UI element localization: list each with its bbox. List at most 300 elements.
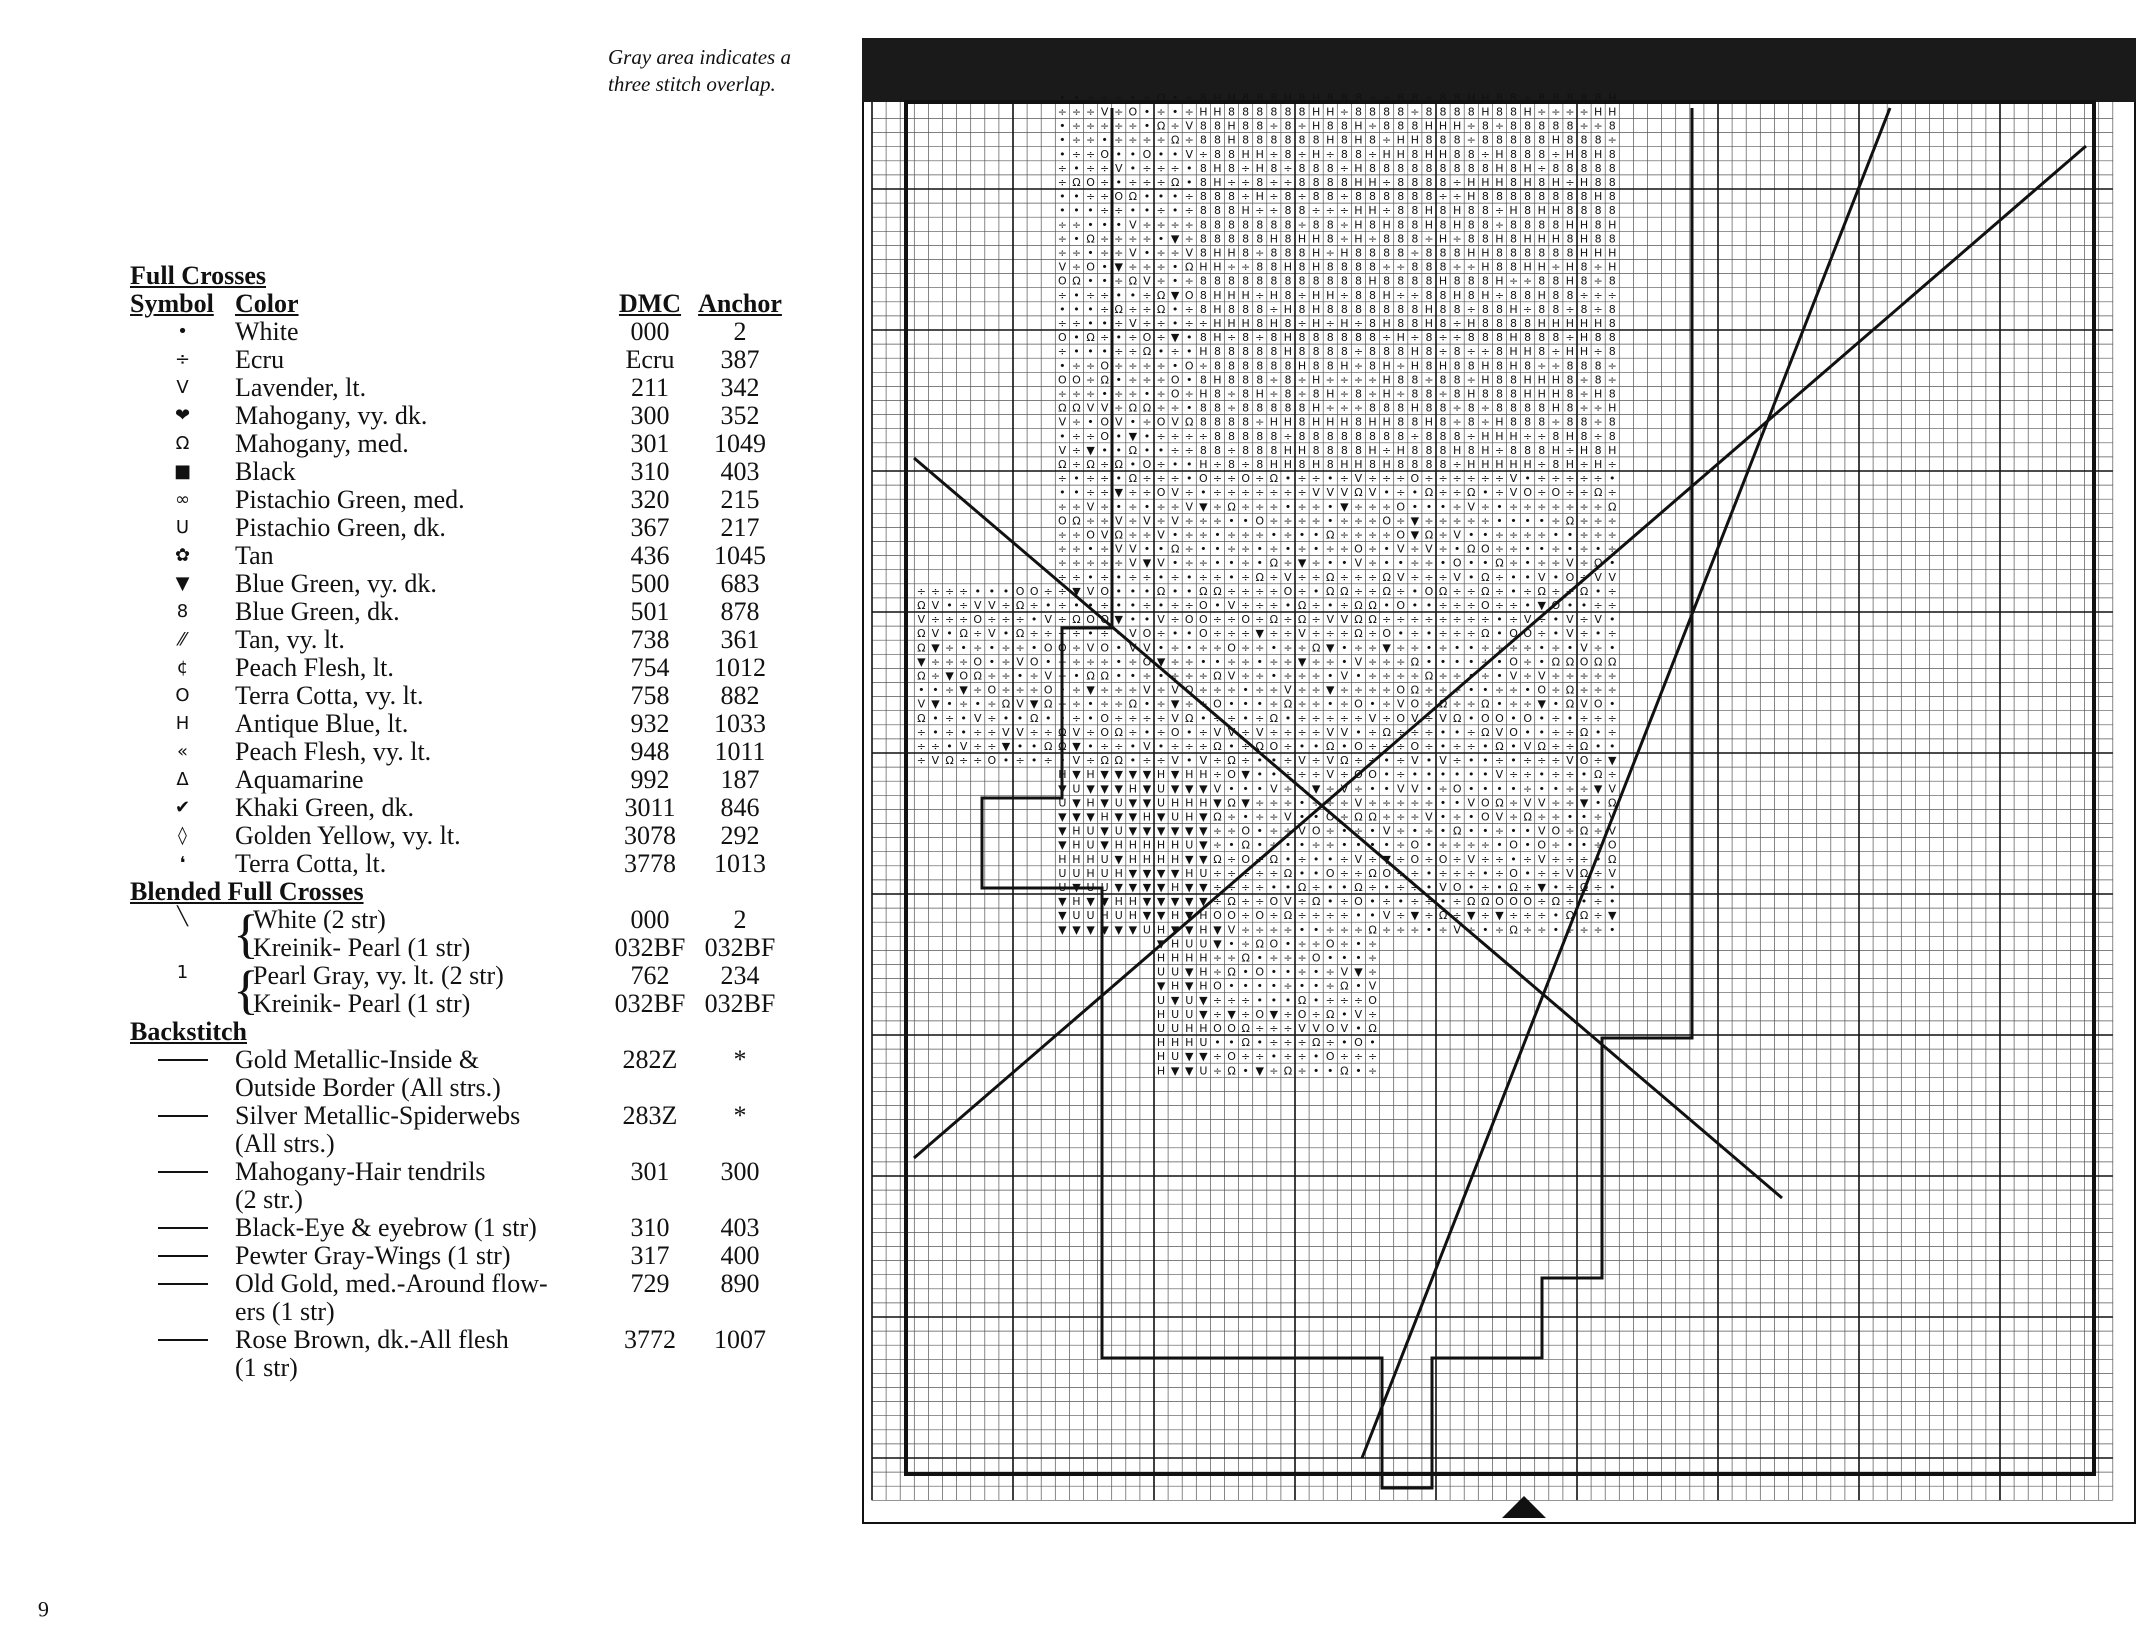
stitch-symbol: 8 <box>1581 162 1588 175</box>
stitch-symbol: ÷ <box>1467 373 1476 386</box>
stitch-symbol: 8 <box>1355 106 1362 119</box>
stitch-symbol: ÷ <box>1481 839 1490 852</box>
stitch-symbol: 8 <box>1524 331 1531 344</box>
stitch-symbol: ÷ <box>1523 430 1532 443</box>
stitch-symbol: H <box>1256 162 1264 175</box>
stitch-symbol: 8 <box>1341 275 1348 288</box>
stitch-symbol: ÷ <box>1269 952 1278 965</box>
stitch-symbol: ÷ <box>1551 768 1560 781</box>
stitch-symbol: ▼ <box>1199 839 1208 852</box>
color-key-legend <box>130 262 800 1382</box>
stitch-symbol: 8 <box>1214 134 1221 147</box>
stitch-symbol: ÷ <box>1269 543 1278 556</box>
stitch-symbol: 8 <box>1228 416 1235 429</box>
stitch-symbol: ÷ <box>1453 698 1462 711</box>
stitch-symbol: O <box>1354 543 1363 556</box>
stitch-symbol: 8 <box>1496 331 1503 344</box>
stitch-symbol: O <box>1354 895 1363 908</box>
stitch-symbol: ÷ <box>1269 585 1278 598</box>
stitch-symbol: 8 <box>1566 134 1573 147</box>
stitch-symbol: ÷ <box>1156 247 1165 260</box>
stitch-symbol: • <box>1468 655 1475 668</box>
stitch-symbol: ÷ <box>987 726 996 739</box>
stitch-symbol: ÷ <box>1608 726 1617 739</box>
stitch-symbol: O <box>1227 641 1236 654</box>
stitch-symbol: • <box>1398 627 1405 640</box>
stitch-symbol: 8 <box>1496 359 1503 372</box>
anchor-number: 1011 <box>695 738 785 766</box>
stitch-symbol: O <box>1058 514 1067 527</box>
stitch-symbol: ÷ <box>1453 754 1462 767</box>
stitch-symbol: ÷ <box>1551 345 1560 358</box>
stitch-symbol: ÷ <box>931 585 940 598</box>
stitch-symbol: ÷ <box>1241 486 1250 499</box>
stitch-symbol: ÷ <box>1368 500 1377 513</box>
stitch-symbol: V <box>1101 529 1109 542</box>
stitch-symbol: H <box>1552 444 1560 457</box>
stitch-symbol: H <box>1425 218 1433 231</box>
stitch-symbol: ÷ <box>1227 261 1236 274</box>
stitch-symbol: H <box>1397 444 1405 457</box>
color-name: Black-Eye & eyebrow (1 str) <box>235 1214 605 1242</box>
stitch-symbol: Ω <box>1368 867 1376 880</box>
stitch-symbol: 8 <box>1552 458 1559 471</box>
stitch-symbol: ▼ <box>1199 895 1208 908</box>
stitch-symbol: 8 <box>1581 190 1588 203</box>
stitch-symbol: Ω <box>1143 402 1151 415</box>
stitch-symbol: • <box>1172 106 1179 119</box>
stitch-symbol: V <box>1369 712 1377 725</box>
stitch-symbol: • <box>1214 529 1221 542</box>
stitch-symbol: H <box>1509 303 1517 316</box>
stitch-symbol: 8 <box>1383 247 1390 260</box>
stitch-symbol: • <box>1130 613 1137 626</box>
stitch-symbol: V <box>1453 923 1461 936</box>
color-name: Mahogany, vy. dk. <box>235 402 605 430</box>
stitch-symbol: • <box>1271 529 1278 542</box>
stitch-symbol: ÷ <box>1340 388 1349 401</box>
stitch-symbol: • <box>1059 684 1066 697</box>
stitch-symbol: 8 <box>1510 416 1517 429</box>
stitch-symbol: V <box>1467 796 1475 809</box>
stitch-symbol: V <box>1101 106 1109 119</box>
stitch-symbol: 8 <box>1411 303 1418 316</box>
cross-stitch-chart <box>862 38 2136 1524</box>
anchor-number: 1013 <box>695 850 785 878</box>
stitch-symbol: 8 <box>1425 247 1432 260</box>
stitch-symbol: 8 <box>1284 106 1291 119</box>
stitch-symbol: ÷ <box>1297 1050 1306 1063</box>
stitch-symbol: H <box>1538 261 1546 274</box>
stitch-symbol: 8 <box>1242 373 1249 386</box>
stitch-symbol: O <box>1185 613 1194 626</box>
stitch-symbol: ÷ <box>1368 726 1377 739</box>
stitch-symbol: 8 <box>1313 345 1320 358</box>
stitch-symbol: ÷ <box>1551 796 1560 809</box>
stitch-symbol: • <box>1031 613 1038 626</box>
stitch-symbol: 8 <box>1355 190 1362 203</box>
stitch-symbol: H <box>1312 120 1320 133</box>
stitch-symbol: • <box>1059 486 1066 499</box>
stitch-symbol: ÷ <box>1382 176 1391 189</box>
stitch-symbol: ÷ <box>1565 444 1574 457</box>
stitch-symbol: 8 <box>1228 162 1235 175</box>
stitch-symbol: 8 <box>1200 91 1207 104</box>
backstitch-row <box>130 1102 800 1130</box>
stitch-symbol: ÷ <box>1340 698 1349 711</box>
stitch-symbol: ÷ <box>1100 698 1109 711</box>
stitch-symbol: ÷ <box>1156 388 1165 401</box>
stitch-symbol: • <box>1369 839 1376 852</box>
stitch-symbol: H <box>1284 91 1292 104</box>
stitch-symbol: ÷ <box>1509 909 1518 922</box>
stitch-symbol: 8 <box>1468 106 1475 119</box>
stitch-symbol: Ω <box>1495 557 1503 570</box>
stitch-symbol: 8 <box>1397 190 1404 203</box>
stitch-symbol: 8 <box>1440 458 1447 471</box>
stitch-symbol: ÷ <box>1312 599 1321 612</box>
stitch-symbol: ÷ <box>1058 232 1067 245</box>
stitch-symbol: • <box>1482 867 1489 880</box>
stitch-symbol: Ω <box>1312 895 1320 908</box>
stitch-symbol: ÷ <box>1579 458 1588 471</box>
stitch-symbol: V <box>1510 486 1518 499</box>
stitch-symbol: 8 <box>1425 345 1432 358</box>
stitch-symbol: ÷ <box>1114 120 1123 133</box>
stitch-symbol: 8 <box>1299 261 1306 274</box>
stitch-symbol: H <box>1566 458 1574 471</box>
stitch-symbol: ÷ <box>1213 952 1222 965</box>
stitch-symbol: • <box>1581 768 1588 781</box>
stitch-symbol: ÷ <box>1368 514 1377 527</box>
stitch-symbol: ÷ <box>1382 684 1391 697</box>
stitch-symbol: V <box>1538 796 1546 809</box>
stitch-symbol: V <box>1171 712 1179 725</box>
stitch-symbol: • <box>1524 825 1531 838</box>
anchor-number: 1012 <box>695 654 785 682</box>
stitch-symbol: H <box>1425 204 1433 217</box>
stitch-symbol: V <box>1425 811 1433 824</box>
stitch-symbol: ÷ <box>1199 359 1208 372</box>
stitch-symbol: ÷ <box>1453 486 1462 499</box>
stitch-symbol: • <box>1553 923 1560 936</box>
stitch-symbol: ÷ <box>1537 359 1546 372</box>
stitch-symbol: Ω <box>1213 740 1221 753</box>
stitch-symbol: ÷ <box>1594 529 1603 542</box>
stitch-symbol: 8 <box>1425 430 1432 443</box>
stitch-symbol: H <box>1354 204 1362 217</box>
stitch-symbol: 8 <box>1313 275 1320 288</box>
stitch-symbol: 8 <box>1256 232 1263 245</box>
stitch-symbol: 8 <box>1440 430 1447 443</box>
stitch-symbol: 8 <box>1468 218 1475 231</box>
stitch-symbol: 8 <box>1510 218 1517 231</box>
stitch-symbol: V <box>1284 895 1292 908</box>
stitch-symbol: ÷ <box>1594 754 1603 767</box>
anchor-number: 1033 <box>695 710 785 738</box>
stitch-symbol: 8 <box>1609 317 1616 330</box>
stitch-symbol: • <box>1228 1036 1235 1049</box>
stitch-symbol: Ω <box>1580 726 1588 739</box>
stitch-symbol: ÷ <box>1255 585 1264 598</box>
stitch-symbol: ÷ <box>1312 712 1321 725</box>
stitch-symbol: • <box>1200 712 1207 725</box>
stitch-symbol: 8 <box>1383 402 1390 415</box>
anchor-number: 1045 <box>695 542 785 570</box>
stitch-symbol: 8 <box>1538 218 1545 231</box>
stitch-symbol: H <box>1213 247 1221 260</box>
stitch-symbol: V <box>1326 486 1334 499</box>
stitch-symbol: ▼ <box>1072 740 1081 753</box>
stitch-symbol: 8 <box>1496 373 1503 386</box>
stitch-symbol: ÷ <box>1156 359 1165 372</box>
stitch-symbol: H <box>1608 402 1616 415</box>
stitch-symbol: 8 <box>1383 190 1390 203</box>
stitch-symbol: ÷ <box>1241 655 1250 668</box>
stitch-symbol: • <box>1186 331 1193 344</box>
stitch-symbol: 8 <box>1454 275 1461 288</box>
stitch-symbol: 8 <box>1397 162 1404 175</box>
stitch-symbol: • <box>1581 811 1588 824</box>
stitch-symbol: ÷ <box>1537 627 1546 640</box>
stitch-symbol: 8 <box>1228 148 1235 161</box>
stitch-symbol: Ω <box>1256 740 1264 753</box>
stitch-symbol: ÷ <box>1072 641 1081 654</box>
stitch-symbol: • <box>1426 923 1433 936</box>
stitch-symbol: 8 <box>1242 359 1249 372</box>
stitch-symbol: ÷ <box>1340 529 1349 542</box>
stitch-symbol: • <box>1130 740 1137 753</box>
stitch-symbol: ÷ <box>1594 472 1603 485</box>
stitch-symbol: ÷ <box>1523 881 1532 894</box>
stitch-symbol: H <box>1213 106 1221 119</box>
stitch-symbol: V <box>1284 684 1292 697</box>
stitch-symbol: V <box>1524 613 1532 626</box>
stitch-symbol: O <box>1185 359 1194 372</box>
legend-row <box>130 374 800 402</box>
stitch-symbol: O <box>1481 543 1490 556</box>
stitch-symbol: H <box>1354 176 1362 189</box>
stitch-symbol: ÷ <box>1509 768 1518 781</box>
stitch-symbol: ÷ <box>1509 698 1518 711</box>
stitch-symbol: ÷ <box>1100 289 1109 302</box>
stitch-symbol: ÷ <box>1114 232 1123 245</box>
backstitch-row <box>130 1214 800 1242</box>
stitch-symbol: 8 <box>1468 416 1475 429</box>
stitch-symbol: • <box>1524 839 1531 852</box>
stitch-symbol: 8 <box>1397 345 1404 358</box>
stitch-symbol: Ω <box>1326 1008 1334 1021</box>
stitch-symbol: • <box>1031 641 1038 654</box>
stitch-symbol: ÷ <box>1283 655 1292 668</box>
anchor-number: 400 <box>695 1242 785 1270</box>
stitch-symbol: ÷ <box>1156 176 1165 189</box>
stitch-symbol: H <box>1115 867 1123 880</box>
stitch-symbol: H <box>1509 458 1517 471</box>
stitch-symbol: ▼ <box>1143 881 1152 894</box>
stitch-symbol: ÷ <box>1537 909 1546 922</box>
stitch-symbol: ÷ <box>1185 557 1194 570</box>
stitch-symbol: ÷ <box>1015 754 1024 767</box>
stitch-symbol: 8 <box>1341 345 1348 358</box>
stitch-symbol: ▼ <box>1100 825 1109 838</box>
stitch-symbol: Ω <box>1481 627 1489 640</box>
stitch-symbol: ÷ <box>1297 388 1306 401</box>
stitch-symbol: ÷ <box>1241 754 1250 767</box>
blend-line <box>253 962 785 990</box>
stitch-symbol: 8 <box>1552 331 1559 344</box>
stitch-symbol: ÷ <box>1382 740 1391 753</box>
stitch-symbol: ÷ <box>1283 613 1292 626</box>
stitch-symbol: ÷ <box>1227 543 1236 556</box>
stitch-symbol: H <box>1129 839 1137 852</box>
stitch-symbol: H <box>1326 388 1334 401</box>
stitch-symbol: 8 <box>1440 416 1447 429</box>
stitch-symbol: 8 <box>1411 162 1418 175</box>
stitch-symbol: 8 <box>1411 373 1418 386</box>
stitch-symbol: ÷ <box>1213 839 1222 852</box>
stitch-symbol: ÷ <box>1185 543 1194 556</box>
stitch-symbol: ÷ <box>1523 529 1532 542</box>
stitch-symbol: • <box>1468 529 1475 542</box>
stitch-symbol: ÷ <box>1382 331 1391 344</box>
stitch-symbol: V <box>1566 627 1574 640</box>
stitch-symbol: ▼ <box>1171 768 1180 781</box>
stitch-symbol: 8 <box>1284 134 1291 147</box>
stitch-symbol: ÷ <box>1453 627 1462 640</box>
stitch-symbol: 8 <box>1284 120 1291 133</box>
stitch-symbol: O <box>1227 909 1236 922</box>
stitch-symbol: ÷ <box>1185 486 1194 499</box>
stitch-symbol: 8 <box>1284 148 1291 161</box>
stitch-symbol: ÷ <box>1326 1036 1335 1049</box>
stitch-symbol: V <box>1397 543 1405 556</box>
stitch-symbol: • <box>1482 557 1489 570</box>
stitch-symbol: H <box>1495 275 1503 288</box>
stitch-symbol: • <box>1383 486 1390 499</box>
stitch-symbol: ÷ <box>1579 106 1588 119</box>
stitch-symbol: 8 <box>1566 91 1573 104</box>
stitch-symbol: ÷ <box>1100 331 1109 344</box>
stitch-symbol: • <box>1468 881 1475 894</box>
stitch-symbol: ÷ <box>1156 204 1165 217</box>
stitch-symbol: V <box>1397 698 1405 711</box>
stitch-symbol: V <box>918 613 926 626</box>
stitch-symbol: ÷ <box>1185 317 1194 330</box>
stitch-symbol: H <box>1326 106 1334 119</box>
stitch-symbol: ÷ <box>1467 726 1476 739</box>
stitch-symbol: ÷ <box>1495 529 1504 542</box>
symbol-glyph: ❤ <box>130 402 235 430</box>
stitch-symbol: ÷ <box>1114 106 1123 119</box>
stitch-symbol: 8 <box>1341 331 1348 344</box>
stitch-symbol: 8 <box>1327 345 1334 358</box>
stitch-symbol: ÷ <box>1608 359 1617 372</box>
stitch-symbol: ÷ <box>1213 881 1222 894</box>
stitch-symbol: • <box>1482 486 1489 499</box>
stitch-symbol: O <box>1368 768 1377 781</box>
stitch-symbol: Ω <box>1115 529 1123 542</box>
stitch-symbol: V <box>1594 571 1602 584</box>
anchor-number: 215 <box>695 486 785 514</box>
stitch-symbol: V <box>1608 867 1616 880</box>
stitch-symbol: • <box>1172 275 1179 288</box>
stitch-symbol: ÷ <box>1495 218 1504 231</box>
stitch-symbol: ÷ <box>1340 1050 1349 1063</box>
stitch-symbol: ▼ <box>1086 811 1095 824</box>
stitch-symbol: ÷ <box>1128 176 1137 189</box>
stitch-symbol: ÷ <box>1354 867 1363 880</box>
stitch-symbol: ÷ <box>1030 684 1039 697</box>
stitch-symbol: • <box>1158 444 1165 457</box>
stitch-symbol: • <box>1144 585 1151 598</box>
stitch-symbol: • <box>1595 740 1602 753</box>
backstitch-row <box>130 1242 800 1270</box>
stitch-symbol: ÷ <box>1594 500 1603 513</box>
stitch-symbol: ÷ <box>1297 641 1306 654</box>
stitch-symbol: ÷ <box>1565 486 1574 499</box>
stitch-symbol: ▼ <box>1072 923 1081 936</box>
stitch-symbol: 8 <box>1200 289 1207 302</box>
stitch-symbol: H <box>1608 91 1616 104</box>
stitch-symbol: • <box>1172 557 1179 570</box>
stitch-symbol: V <box>1087 585 1095 598</box>
stitch-symbol: V <box>1016 698 1024 711</box>
stitch-symbol: H <box>1481 359 1489 372</box>
stitch-symbol: ▼ <box>1241 796 1250 809</box>
color-name: Kreinik- Pearl (1 str) <box>253 990 605 1018</box>
stitch-symbol: ÷ <box>1100 543 1109 556</box>
stitch-symbol: ÷ <box>1551 712 1560 725</box>
stitch-symbol: O <box>1509 627 1518 640</box>
stitch-symbol: 8 <box>1397 430 1404 443</box>
stitch-symbol: • <box>1130 416 1137 429</box>
header-dmc: DMC <box>605 290 695 318</box>
stitch-symbol: • <box>1313 867 1320 880</box>
stitch-symbol: ▼ <box>1270 1008 1279 1021</box>
stitch-symbol: ÷ <box>1594 275 1603 288</box>
stitch-symbol: 8 <box>1242 106 1249 119</box>
stitch-symbol: H <box>1481 458 1489 471</box>
stitch-symbol: ÷ <box>1509 500 1518 513</box>
stitch-symbol: 8 <box>1425 106 1432 119</box>
stitch-symbol: Ω <box>1199 585 1207 598</box>
stitch-symbol: • <box>1116 148 1123 161</box>
stitch-symbol: ÷ <box>1269 1036 1278 1049</box>
legend-row <box>130 570 800 598</box>
stitch-symbol: 8 <box>1468 444 1475 457</box>
stitch-symbol: • <box>1412 768 1419 781</box>
stitch-symbol: 8 <box>1609 204 1616 217</box>
stitch-symbol: U <box>1185 839 1193 852</box>
stitch-symbol: V <box>1312 1022 1320 1035</box>
stitch-symbol: ÷ <box>1537 613 1546 626</box>
stitch-symbol: 8 <box>1397 91 1404 104</box>
stitch-symbol: 8 <box>1355 148 1362 161</box>
stitch-symbol: ▼ <box>1185 895 1194 908</box>
stitch-symbol: • <box>1116 176 1123 189</box>
stitch-symbol: • <box>1482 684 1489 697</box>
stitch-symbol: ÷ <box>1086 754 1095 767</box>
stitch-symbol: H <box>1213 261 1221 274</box>
stitch-symbol: ÷ <box>1283 430 1292 443</box>
stitch-symbol: H <box>1312 416 1320 429</box>
stitch-symbol: 8 <box>1566 289 1573 302</box>
page-number: 6 <box>38 1596 49 1622</box>
stitch-symbol: ÷ <box>1523 782 1532 795</box>
stitch-symbol: 8 <box>1411 416 1418 429</box>
stitch-symbol: H <box>1185 952 1193 965</box>
